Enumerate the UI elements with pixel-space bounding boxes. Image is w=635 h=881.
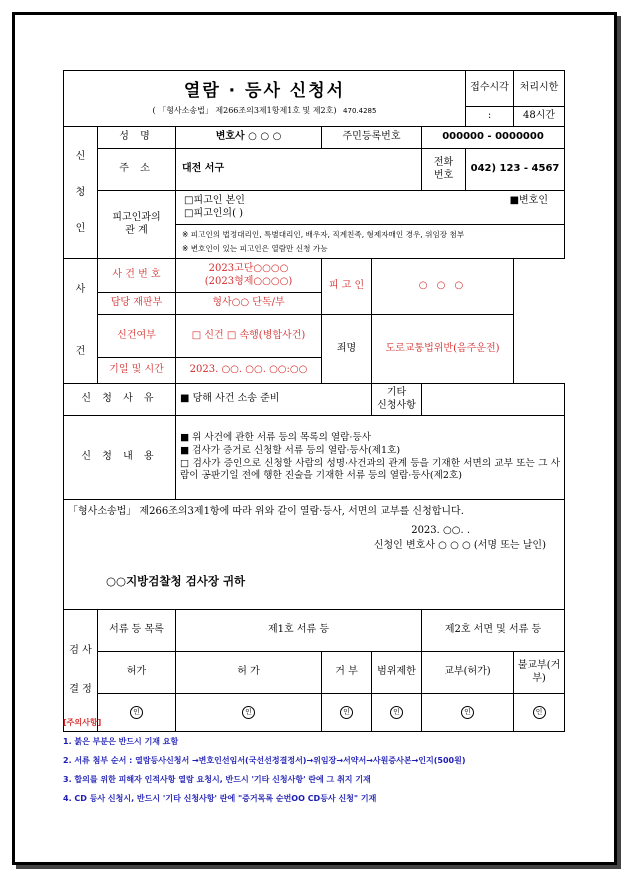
custody-label: 신건여부 bbox=[98, 315, 176, 358]
prosecutor-section-label: 검 사 결 정 bbox=[64, 610, 98, 732]
seal-mark: 인 bbox=[533, 706, 546, 719]
notes bbox=[63, 713, 583, 808]
request-item[interactable]: ■ 검사가 증거로 신청할 서류 등의 열람·등사(제1호) bbox=[180, 444, 401, 456]
case-section-label: 사 건 bbox=[64, 259, 98, 384]
court-field[interactable]: 형사○○ 단독/부 bbox=[176, 293, 322, 315]
notes-header: [주의사항] bbox=[63, 718, 102, 727]
other-request-label: 기타 신청사항 bbox=[372, 384, 422, 416]
form-code: 470.4285 bbox=[343, 107, 377, 116]
seal-mark: 인 bbox=[130, 706, 143, 719]
declaration-date[interactable]: 2023. ○○. . bbox=[411, 525, 470, 536]
relation-label: 피고인과의 관 계 bbox=[98, 191, 176, 259]
declaration-text: 「형사소송법」 제266조의3제1항에 따라 위와 같이 열람·등사, 서면의 교부를 신청합니다. bbox=[68, 506, 464, 517]
seal-mark: 인 bbox=[242, 706, 255, 719]
form-header bbox=[64, 71, 466, 127]
form-title: 열람 · 등사 신청서 bbox=[183, 80, 346, 101]
charge-label: 죄명 bbox=[322, 315, 372, 384]
custody-field[interactable]: □ 신건 □ 속행(병합사건) bbox=[176, 315, 322, 358]
addressee: ○○지방검찰청 검사장 귀하 bbox=[106, 574, 246, 588]
note-item: 4. CD 등사 신청시, 반드시 '기타 신청사항' 란에 "증거목록 순번OO CD등사 신청" 기재 bbox=[63, 794, 377, 803]
item1-label: 제1호 서류 등 bbox=[176, 610, 422, 652]
decision-header: 거 부 bbox=[322, 652, 372, 694]
relation-options bbox=[176, 191, 565, 225]
request-items bbox=[176, 416, 565, 500]
note-item: 3. 합의를 위한 피해자 인적사항 열람 요청시, 반드시 '기타 신청사항' 란에 그 취지 기재 bbox=[63, 775, 371, 784]
rrn-field[interactable]: 000000 - 0000000 bbox=[422, 127, 565, 149]
docs-list-label: 서류 등 목록 bbox=[98, 610, 176, 652]
item2-label: 제2호 서면 및 서류 등 bbox=[422, 610, 565, 652]
reason-label: 신 청 사 유 bbox=[64, 384, 176, 416]
address-label: 주 소 bbox=[98, 149, 176, 191]
application-form bbox=[63, 70, 565, 732]
relation-lawyer-checkbox[interactable]: ■변호인 bbox=[509, 195, 548, 206]
date-label: 기일 및 시간 bbox=[98, 358, 176, 384]
seal-mark: 인 bbox=[340, 706, 353, 719]
relation-self-checkbox[interactable]: □피고인 본인 bbox=[184, 195, 245, 206]
note-item: 1. 붉은 부분은 반드시 기재 요함 bbox=[63, 737, 179, 746]
decision-header: 불교부(거부) bbox=[514, 652, 565, 694]
other-request-field[interactable] bbox=[422, 384, 565, 416]
seal-mark: 인 bbox=[461, 706, 474, 719]
relation-other-checkbox[interactable]: □피고인의( ) bbox=[184, 207, 244, 219]
name-field[interactable]: 변호사 ○ ○ ○ bbox=[176, 127, 322, 149]
case-no-label: 사 건 번 호 bbox=[98, 259, 176, 293]
name-label: 성 명 bbox=[98, 127, 176, 149]
case-no-field[interactable]: 2023고단○○○○ (2023형제○○○○) bbox=[176, 259, 322, 293]
decision-header: 허가 bbox=[98, 652, 176, 694]
note-item: 2. 서류 첨부 순서 : 열람등사신청서 →변호인선임서(국선선정결정서)→위임장→서약서→사원증사본→인지(500원) bbox=[63, 756, 466, 765]
defendant-field[interactable]: ○ ○ ○ bbox=[372, 259, 514, 315]
rrn-label: 주민등록번호 bbox=[322, 127, 422, 149]
deadline-value: 48시간 bbox=[514, 107, 565, 127]
court-label: 담당 재판부 bbox=[98, 293, 176, 315]
phone-label: 전화 번호 bbox=[422, 149, 466, 191]
receipt-time-label: 접수시각 bbox=[466, 71, 514, 107]
applicant-section-label: 신 청 인 bbox=[64, 127, 98, 259]
date-field[interactable]: 2023. ○○. ○○. ○○:○○ bbox=[176, 358, 322, 384]
phone-field[interactable]: 042) 123 - 4567 bbox=[466, 149, 565, 191]
deadline-label: 처리시한 bbox=[514, 71, 565, 107]
address-field[interactable]: 대전 서구 bbox=[176, 149, 422, 191]
declaration-signer[interactable]: 신청인 변호사 ○ ○ ○ (서명 또는 날인) bbox=[373, 540, 546, 551]
legal-basis: ( 「형사소송법」 제266조의3제1항제1호 및 제2호) 470.4285 bbox=[152, 106, 377, 116]
decision-header: 허 가 bbox=[176, 652, 322, 694]
decision-header: 교부(허가) bbox=[422, 652, 514, 694]
request-item[interactable]: ■ 위 사건에 관한 서류 등의 목록의 열람·등사 bbox=[180, 431, 372, 443]
request-item[interactable]: □ 검사가 증인으로 신청할 사람의 성명·사건과의 관계 등을 기재한 서면의 교부 또는 그 사람이 공판기일 전에 행한 진술을 기재한 서류 등의 열람·등사(제2호) bbox=[180, 457, 560, 482]
receipt-time-field[interactable]: : bbox=[466, 107, 514, 127]
declaration bbox=[64, 500, 565, 610]
decision-header: 범위제한 bbox=[372, 652, 422, 694]
seal-mark: 인 bbox=[390, 706, 403, 719]
reason-field[interactable]: ■ 당해 사건 소송 준비 bbox=[176, 384, 372, 416]
charge-field[interactable]: 도로교통법위반(음주운전) bbox=[372, 315, 514, 384]
relation-notes: ※ 피고인의 법정대리인, 특별대리인, 배우자, 직계친족, 형제자매인 경우, 위임장 첨부 ※ 변호인이 있는 피고인은 열람만 신청 가능 bbox=[176, 225, 565, 259]
defendant-label: 피 고 인 bbox=[322, 259, 372, 315]
request-label: 신 청 내 용 bbox=[64, 416, 176, 500]
